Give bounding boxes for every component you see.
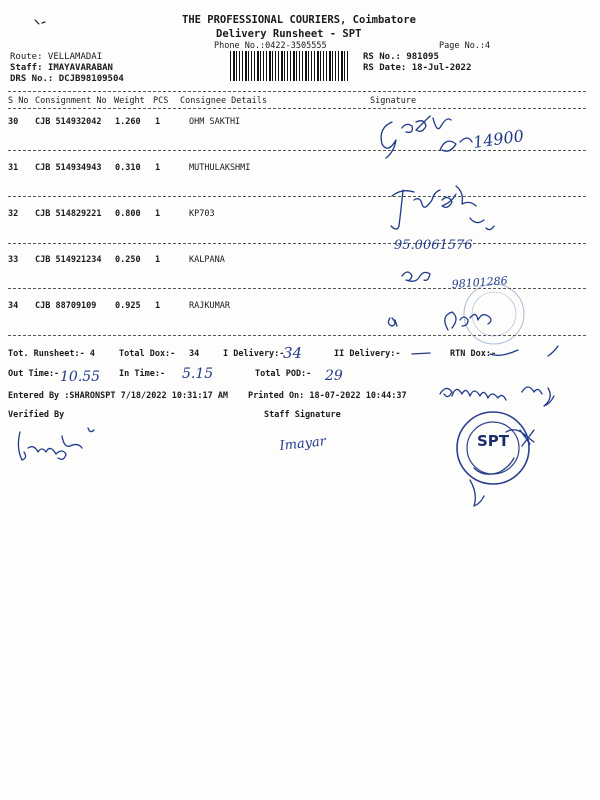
col-sno: S No [8,96,29,106]
page-number: Page No.:4 [439,41,491,51]
spt-stamp [457,412,534,506]
row30-phone: 14900 [471,126,525,152]
signature-row-34 [388,284,524,344]
faint-stamp [464,284,524,344]
total-pod-label: Total POD:- [255,369,312,379]
rs-date: RS Date: 18-Jul-2022 [363,63,472,73]
staff-signature: Imayar [278,434,327,454]
verified-signature [18,428,94,460]
row-pcs: 1 [155,209,161,219]
i-delivery-label: I Delivery:- [223,349,285,359]
col-consignee: Consignee Details [180,96,267,106]
stray-mark [35,20,45,24]
row-consignee: KALPANA [189,255,225,265]
row-sno: 32 [8,209,19,219]
row-consignment: CJB 514921234 [35,255,102,265]
row-consignee: KP703 [189,209,215,219]
col-pcs: PCS [153,96,169,106]
out-time-label: Out Time:- [8,369,60,379]
signature-row-32 [391,186,494,253]
route: Route: VELLAMADAI [10,52,103,62]
row-consignment: CJB 88709109 [35,301,97,311]
row33-phone: 98101286 [451,274,509,291]
out-time-value: 10.55 [60,369,101,385]
ii-delivery-dash [412,353,430,354]
row-consignment: CJB 514932042 [35,117,102,127]
staff-signature-label: Staff Signature [264,410,341,420]
rs-number: RS No.: 981095 [363,52,439,62]
in-time-label: In Time:- [119,369,166,379]
staff: Staff: IMAYAVARABAN [10,63,113,73]
verified-by-label: Verified By [8,410,65,420]
row32-phone: 95.0061576 [394,238,473,253]
total-runsheet: Tot. Runsheet:- 4 [8,349,95,359]
row-pcs: 1 [155,255,161,265]
rtn-dox-mark [490,346,558,356]
row-sno: 34 [8,301,19,311]
row-consignee: RAJKUMAR [189,301,230,311]
row-pcs: 1 [155,117,161,127]
signature-row-30 [381,116,525,158]
signature-row-33 [402,272,508,291]
entered-by: Entered By :SHARONSPT 7/18/2022 10:31:17 AM [8,391,229,401]
row-consignment: CJB 514829221 [35,209,102,219]
stamp-text: SPT [477,432,510,450]
row-weight: 1.260 [115,117,141,127]
total-pod-value: 29 [325,368,343,384]
ii-delivery-label: II Delivery:- [334,349,401,359]
drs-number: DRS No.: DCJB98109504 [10,74,124,84]
col-signature: Signature [370,96,417,106]
receiver-signature [440,387,554,406]
col-weight: Weight [114,96,145,106]
row-sno: 30 [8,117,19,127]
in-time-value: 5.15 [182,366,214,382]
total-dox-value: 34 [189,349,200,359]
rtn-dox-label: RTN Dox:- [450,349,497,359]
col-consignment: Consignment No [35,96,107,106]
row-weight: 0.250 [115,255,141,265]
total-dox-label: Total Dox:- [119,349,176,359]
row-consignment: CJB 514934943 [35,163,102,173]
i-delivery-value: 34 [283,344,303,362]
company-name: THE PROFESSIONAL COURIERS, Coimbatore [182,14,416,26]
row-consignee: OHM SAKTHI [189,117,241,127]
row-sno: 33 [8,255,19,265]
row-consignee: MUTHULAKSHMI [189,163,251,173]
row-weight: 0.925 [115,301,141,311]
row-weight: 0.800 [115,209,141,219]
row-pcs: 1 [155,301,161,311]
row-weight: 0.310 [115,163,141,173]
phone-number: Phone No.:0422-3505555 [214,41,327,51]
printed-on: Printed On: 18-07-2022 10:44:37 [248,391,407,401]
runsheet-title: Delivery Runsheet - SPT [216,28,362,40]
row-pcs: 1 [155,163,161,173]
row-sno: 31 [8,163,19,173]
